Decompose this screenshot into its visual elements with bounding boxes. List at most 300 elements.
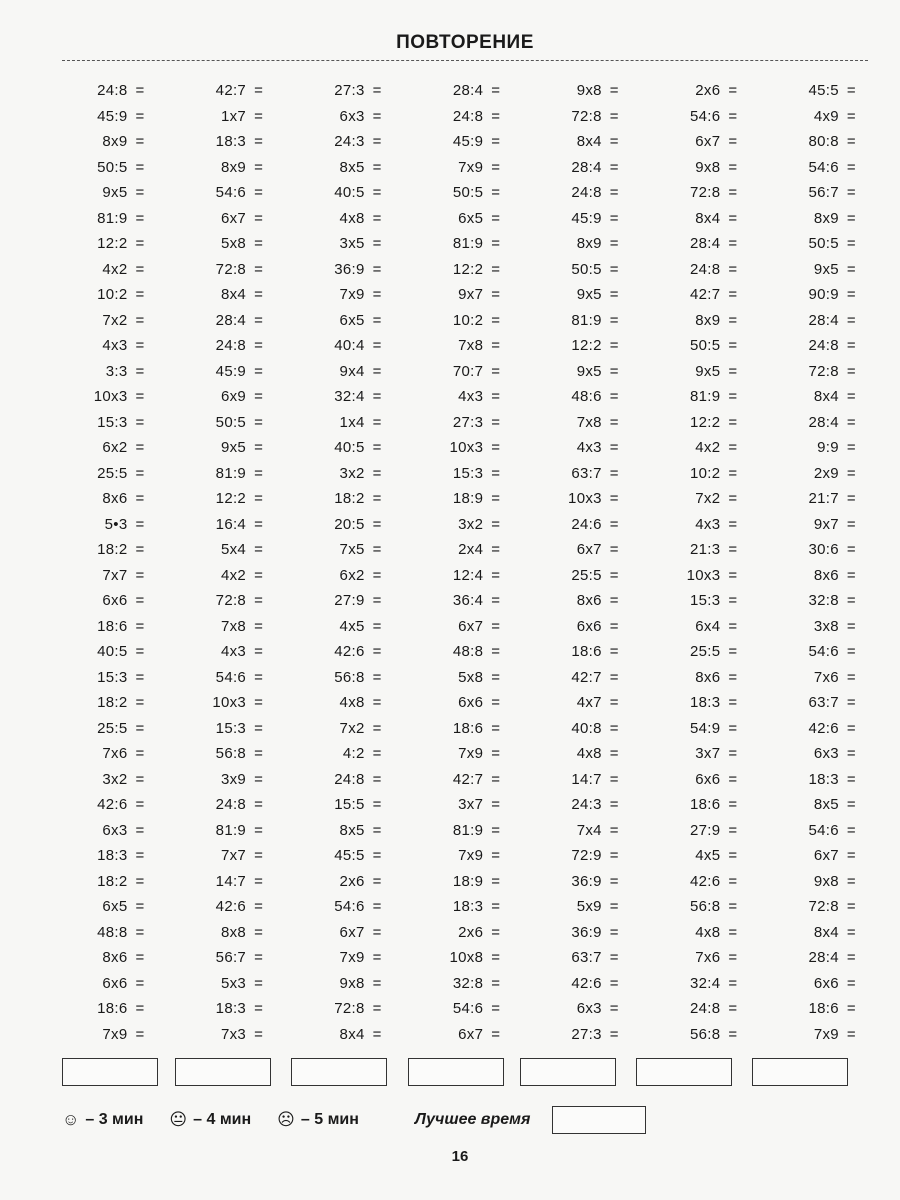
- equals-sign: =: [491, 643, 501, 661]
- time-box[interactable]: [175, 1058, 271, 1086]
- exercise-item: [751, 282, 870, 308]
- exercise-expression: 36:9: [334, 260, 365, 278]
- exercise-expression: 28:4: [215, 311, 247, 329]
- equals-sign: =: [372, 82, 382, 100]
- equals-sign: =: [372, 490, 382, 508]
- exercise-item: [277, 257, 396, 283]
- exercise-expression: 24:8: [334, 770, 365, 788]
- exercise-item: [633, 818, 752, 844]
- exercise-item: [396, 231, 515, 257]
- equals-sign: =: [135, 515, 145, 533]
- equals-sign: =: [491, 337, 501, 355]
- exercise-expression: 8x4: [220, 286, 247, 304]
- dashed-divider: [62, 60, 868, 61]
- exercise-expression: 18:2: [334, 490, 365, 508]
- exercise-item: [40, 129, 159, 155]
- exercise-expression: 10x3: [212, 694, 247, 712]
- exercise-item: [633, 869, 752, 895]
- exercise-expression: 9x7: [813, 515, 839, 533]
- exercise-item: [514, 818, 633, 844]
- exercise-item: [633, 384, 752, 410]
- exercise-item: [40, 920, 159, 946]
- exercise-item: [40, 894, 159, 920]
- exercise-item: [277, 231, 396, 257]
- exercise-expression: 27:9: [689, 821, 721, 839]
- equals-sign: =: [254, 821, 264, 839]
- exercise-expression: 7x2: [339, 719, 365, 737]
- equals-sign: =: [846, 413, 856, 431]
- exercise-expression: 8x5: [339, 821, 365, 839]
- exercise-expression: 9x8: [813, 872, 839, 890]
- equals-sign: =: [135, 1025, 145, 1043]
- equals-sign: =: [491, 209, 501, 227]
- best-time-box[interactable]: [552, 1106, 646, 1134]
- equals-sign: =: [254, 362, 264, 380]
- exercise-expression: 72:8: [808, 898, 839, 916]
- exercise-item: [396, 741, 515, 767]
- exercise-item: [277, 333, 396, 359]
- equals-sign: =: [728, 566, 738, 584]
- exercise-expression: 42:7: [689, 286, 721, 304]
- exercise-expression: 1x4: [339, 413, 365, 431]
- equals-sign: =: [254, 286, 264, 304]
- exercise-item: [633, 486, 752, 512]
- equals-sign: =: [254, 515, 264, 533]
- equals-sign: =: [609, 592, 619, 610]
- exercise-expression: 42:6: [97, 796, 128, 814]
- exercise-item: [514, 716, 633, 742]
- equals-sign: =: [372, 1000, 382, 1018]
- equals-sign: =: [609, 362, 619, 380]
- exercise-expression: 8x5: [813, 796, 839, 814]
- equals-sign: =: [491, 464, 501, 482]
- time-box[interactable]: [636, 1058, 732, 1086]
- legend-item-3min: [62, 1110, 143, 1130]
- equals-sign: =: [728, 260, 738, 278]
- equals-sign: =: [491, 719, 501, 737]
- exercise-item: [159, 1022, 278, 1048]
- exercise-expression: 4x2: [220, 566, 247, 584]
- exercise-expression: 5x8: [220, 235, 247, 253]
- equals-sign: =: [491, 235, 501, 253]
- equals-sign: =: [846, 439, 856, 457]
- equals-sign: =: [609, 209, 619, 227]
- exercise-expression: 21:7: [808, 490, 839, 508]
- exercise-expression: 6x3: [813, 745, 839, 763]
- equals-sign: =: [728, 235, 738, 253]
- exercise-expression: 6x5: [339, 311, 365, 329]
- exercise-expression: 7x4: [576, 821, 602, 839]
- exercise-expression: 3x2: [339, 464, 365, 482]
- exercise-item: [159, 206, 278, 232]
- exercise-expression: 72:8: [215, 260, 247, 278]
- equals-sign: =: [135, 82, 145, 100]
- equals-sign: =: [846, 209, 856, 227]
- exercise-expression: 50:5: [215, 413, 247, 431]
- exercise-expression: 4x3: [102, 337, 128, 355]
- equals-sign: =: [609, 286, 619, 304]
- equals-sign: =: [254, 133, 264, 151]
- equals-sign: =: [135, 745, 145, 763]
- exercise-item: [159, 129, 278, 155]
- equals-sign: =: [372, 847, 382, 865]
- exercise-expression: 10x3: [449, 439, 484, 457]
- exercise-expression: 8x9: [576, 235, 602, 253]
- equals-sign: =: [609, 949, 619, 967]
- exercise-expression: 56:8: [334, 668, 365, 686]
- exercise-item: [277, 665, 396, 691]
- equals-sign: =: [254, 949, 264, 967]
- exercise-expression: 12:2: [571, 337, 602, 355]
- equals-sign: =: [135, 898, 145, 916]
- equals-sign: =: [372, 439, 382, 457]
- exercise-item: [159, 180, 278, 206]
- equals-sign: =: [728, 107, 738, 125]
- exercise-expression: 18:6: [97, 617, 128, 635]
- exercise-expression: 18:9: [452, 490, 484, 508]
- exercise-expression: 24:3: [571, 796, 602, 814]
- exercise-item: [751, 486, 870, 512]
- exercise-item: [277, 512, 396, 538]
- equals-sign: =: [491, 796, 501, 814]
- exercise-expression: 50:5: [97, 158, 128, 176]
- exercise-expression: 4x8: [695, 923, 721, 941]
- exercise-item: [633, 767, 752, 793]
- equals-sign: =: [135, 362, 145, 380]
- equals-sign: =: [846, 643, 856, 661]
- exercise-expression: 4x5: [695, 847, 721, 865]
- exercise-item: [40, 435, 159, 461]
- exercise-item: [277, 639, 396, 665]
- exercise-expression: 9x8: [339, 974, 365, 992]
- equals-sign: =: [491, 82, 501, 100]
- exercise-expression: 18:3: [808, 770, 839, 788]
- time-box[interactable]: [62, 1058, 158, 1086]
- exercise-item: [277, 716, 396, 742]
- equals-sign: =: [609, 260, 619, 278]
- equals-sign: =: [135, 184, 145, 202]
- exercise-expression: 7x7: [220, 847, 247, 865]
- equals-sign: =: [609, 847, 619, 865]
- exercise-item: [633, 792, 752, 818]
- exercise-expression: 18:6: [808, 1000, 839, 1018]
- exercise-item: [396, 588, 515, 614]
- exercise-item: [633, 563, 752, 589]
- exercise-expression: 5x9: [576, 898, 602, 916]
- equals-sign: =: [135, 821, 145, 839]
- exercise-item: [159, 104, 278, 130]
- exercise-expression: 54:6: [215, 184, 247, 202]
- equals-sign: =: [846, 515, 856, 533]
- exercise-item: [751, 104, 870, 130]
- equals-sign: =: [491, 388, 501, 406]
- equals-sign: =: [728, 133, 738, 151]
- equals-sign: =: [135, 847, 145, 865]
- equals-sign: =: [728, 388, 738, 406]
- exercise-expression: 9x5: [576, 362, 602, 380]
- exercise-expression: 4x3: [220, 643, 247, 661]
- exercise-expression: 3x2: [102, 770, 128, 788]
- equals-sign: =: [372, 796, 382, 814]
- exercise-item: [396, 461, 515, 487]
- exercise-expression: 6x6: [695, 770, 721, 788]
- exercise-item: [633, 894, 752, 920]
- exercise-expression: 50:5: [571, 260, 602, 278]
- exercise-expression: 2x6: [458, 923, 484, 941]
- equals-sign: =: [135, 949, 145, 967]
- equals-sign: =: [254, 770, 264, 788]
- exercise-item: [40, 461, 159, 487]
- exercise-item: [396, 155, 515, 181]
- equals-sign: =: [491, 490, 501, 508]
- exercise-item: [633, 461, 752, 487]
- exercise-expression: 15:3: [215, 719, 247, 737]
- exercise-expression: 6x3: [102, 821, 128, 839]
- exercise-expression: 7x9: [102, 1025, 128, 1043]
- equals-sign: =: [728, 541, 738, 559]
- exercise-item: [514, 180, 633, 206]
- exercise-expression: 42:6: [689, 872, 721, 890]
- equals-sign: =: [728, 490, 738, 508]
- equals-sign: =: [846, 388, 856, 406]
- exercise-item: [751, 945, 870, 971]
- exercise-item: [633, 920, 752, 946]
- equals-sign: =: [372, 515, 382, 533]
- exercise-item: [277, 563, 396, 589]
- exercise-item: [40, 563, 159, 589]
- exercise-item: [159, 716, 278, 742]
- equals-sign: =: [372, 821, 382, 839]
- equals-sign: =: [728, 694, 738, 712]
- exercise-item: [277, 180, 396, 206]
- exercise-item: [751, 920, 870, 946]
- exercise-expression: 54:6: [808, 158, 839, 176]
- exercise-item: [159, 741, 278, 767]
- exercise-item: [40, 333, 159, 359]
- exercise-expression: 54:6: [452, 1000, 484, 1018]
- exercise-item: [751, 155, 870, 181]
- exercise-item: [751, 869, 870, 895]
- equals-sign: =: [728, 668, 738, 686]
- equals-sign: =: [372, 286, 382, 304]
- exercise-expression: 54:6: [689, 107, 721, 125]
- equals-sign: =: [372, 311, 382, 329]
- best-time-label: Лучшее время: [414, 1111, 531, 1128]
- exercise-expression: 15:3: [97, 413, 128, 431]
- exercise-expression: 27:3: [334, 82, 365, 100]
- exercise-expression: 32:8: [808, 592, 839, 610]
- exercise-expression: 63:7: [571, 949, 602, 967]
- exercise-item: [633, 1022, 752, 1048]
- equals-sign: =: [254, 719, 264, 737]
- exercise-expression: 5x4: [220, 541, 247, 559]
- exercise-item: [633, 231, 752, 257]
- exercise-item: [633, 614, 752, 640]
- exercise-item: [514, 996, 633, 1022]
- exercise-expression: 45:9: [215, 362, 247, 380]
- equals-sign: =: [135, 337, 145, 355]
- exercise-item: [40, 996, 159, 1022]
- exercise-expression: 18:9: [452, 872, 484, 890]
- exercise-expression: 25:5: [571, 566, 602, 584]
- exercise-expression: 9x5: [102, 184, 128, 202]
- equals-sign: =: [254, 388, 264, 406]
- exercise-expression: 7x6: [102, 745, 128, 763]
- exercise-item: [277, 767, 396, 793]
- exercise-item: [514, 333, 633, 359]
- equals-sign: =: [491, 541, 501, 559]
- exercise-expression: 18:2: [97, 541, 128, 559]
- exercise-expression: 25:5: [97, 464, 128, 482]
- equals-sign: =: [372, 668, 382, 686]
- equals-sign: =: [254, 974, 264, 992]
- equals-sign: =: [135, 464, 145, 482]
- equals-sign: =: [728, 923, 738, 941]
- equals-sign: =: [491, 311, 501, 329]
- exercise-item: [633, 257, 752, 283]
- exercise-item: [514, 563, 633, 589]
- exercise-item: [633, 155, 752, 181]
- equals-sign: =: [372, 413, 382, 431]
- exercise-expression: 18:3: [452, 898, 484, 916]
- exercise-item: [40, 945, 159, 971]
- exercise-item: [159, 257, 278, 283]
- exercise-expression: 5x3: [220, 974, 247, 992]
- exercise-expression: 70:7: [452, 362, 484, 380]
- exercise-expression: 10x3: [686, 566, 721, 584]
- time-box[interactable]: [291, 1058, 387, 1086]
- equals-sign: =: [728, 209, 738, 227]
- exercise-expression: 36:9: [571, 923, 602, 941]
- equals-sign: =: [728, 1000, 738, 1018]
- exercise-expression: 18:6: [689, 796, 721, 814]
- equals-sign: =: [372, 464, 382, 482]
- equals-sign: =: [728, 643, 738, 661]
- exercise-item: [40, 665, 159, 691]
- exercise-expression: 54:6: [808, 821, 839, 839]
- equals-sign: =: [135, 235, 145, 253]
- exercise-item: [396, 282, 515, 308]
- exercise-item: [396, 716, 515, 742]
- exercise-item: [514, 308, 633, 334]
- equals-sign: =: [491, 668, 501, 686]
- equals-sign: =: [846, 184, 856, 202]
- exercise-item: [40, 231, 159, 257]
- exercise-expression: 42:6: [334, 643, 365, 661]
- equals-sign: =: [846, 107, 856, 125]
- exercise-item: [277, 614, 396, 640]
- exercise-item: [751, 78, 870, 104]
- exercise-expression: 72:8: [334, 1000, 365, 1018]
- exercise-item: [277, 155, 396, 181]
- equals-sign: =: [254, 82, 264, 100]
- exercise-item: [396, 410, 515, 436]
- equals-sign: =: [491, 413, 501, 431]
- exercise-expression: 8x4: [576, 133, 602, 151]
- legend: [62, 1105, 862, 1135]
- exercise-expression: 8x5: [339, 158, 365, 176]
- exercise-expression: 4x8: [339, 209, 365, 227]
- time-box[interactable]: [752, 1058, 848, 1086]
- exercise-expression: 42:7: [452, 770, 484, 788]
- equals-sign: =: [135, 541, 145, 559]
- exercise-expression: 15:5: [334, 796, 365, 814]
- exercise-item: [514, 920, 633, 946]
- exercise-expression: 9x8: [695, 158, 721, 176]
- exercise-item: [40, 308, 159, 334]
- equals-sign: =: [609, 439, 619, 457]
- equals-sign: =: [372, 107, 382, 125]
- equals-sign: =: [728, 898, 738, 916]
- exercise-item: [396, 384, 515, 410]
- exercise-expression: 4x3: [695, 515, 721, 533]
- exercise-expression: 28:4: [808, 949, 839, 967]
- exercise-expression: 8x9: [813, 209, 839, 227]
- exercise-item: [751, 1022, 870, 1048]
- exercise-item: [159, 461, 278, 487]
- exercise-expression: 24:8: [215, 796, 247, 814]
- exercise-item: [633, 690, 752, 716]
- equals-sign: =: [609, 745, 619, 763]
- exercise-item: [396, 512, 515, 538]
- equals-sign: =: [728, 1025, 738, 1043]
- exercise-item: [514, 257, 633, 283]
- equals-sign: =: [609, 566, 619, 584]
- exercise-item: [396, 843, 515, 869]
- equals-sign: =: [372, 133, 382, 151]
- equals-sign: =: [609, 158, 619, 176]
- equals-sign: =: [728, 974, 738, 992]
- exercise-item: [396, 792, 515, 818]
- exercise-item: [514, 843, 633, 869]
- exercise-item: [159, 639, 278, 665]
- exercise-item: [159, 971, 278, 997]
- exercise-expression: 8x9: [220, 158, 247, 176]
- time-box[interactable]: [408, 1058, 504, 1086]
- exercise-expression: 10:2: [452, 311, 484, 329]
- exercise-item: [277, 537, 396, 563]
- exercise-expression: 15:3: [689, 592, 721, 610]
- time-box[interactable]: [520, 1058, 616, 1086]
- exercise-expression: 3x9: [220, 770, 247, 788]
- exercise-item: [633, 180, 752, 206]
- exercise-item: [277, 359, 396, 385]
- exercise-expression: 6x6: [813, 974, 839, 992]
- equals-sign: =: [846, 362, 856, 380]
- exercise-expression: 6x7: [576, 541, 602, 559]
- exercise-expression: 28:4: [452, 82, 484, 100]
- exercise-expression: 24:8: [571, 184, 602, 202]
- exercise-item: [633, 716, 752, 742]
- exercise-item: [751, 588, 870, 614]
- exercise-expression: 6x2: [339, 566, 365, 584]
- exercise-expression: 3x7: [458, 796, 484, 814]
- exercise-item: [751, 461, 870, 487]
- exercise-item: [751, 129, 870, 155]
- exercise-expression: 50:5: [808, 235, 839, 253]
- exercise-expression: 90:9: [808, 286, 839, 304]
- exercise-expression: 1x7: [220, 107, 247, 125]
- exercise-item: [514, 1022, 633, 1048]
- equals-sign: =: [728, 770, 738, 788]
- exercise-expression: 8x6: [695, 668, 721, 686]
- exercise-expression: 81:9: [215, 464, 247, 482]
- equals-sign: =: [372, 745, 382, 763]
- exercise-item: [277, 741, 396, 767]
- exercise-expression: 6x5: [458, 209, 484, 227]
- equals-sign: =: [254, 235, 264, 253]
- exercise-item: [396, 104, 515, 130]
